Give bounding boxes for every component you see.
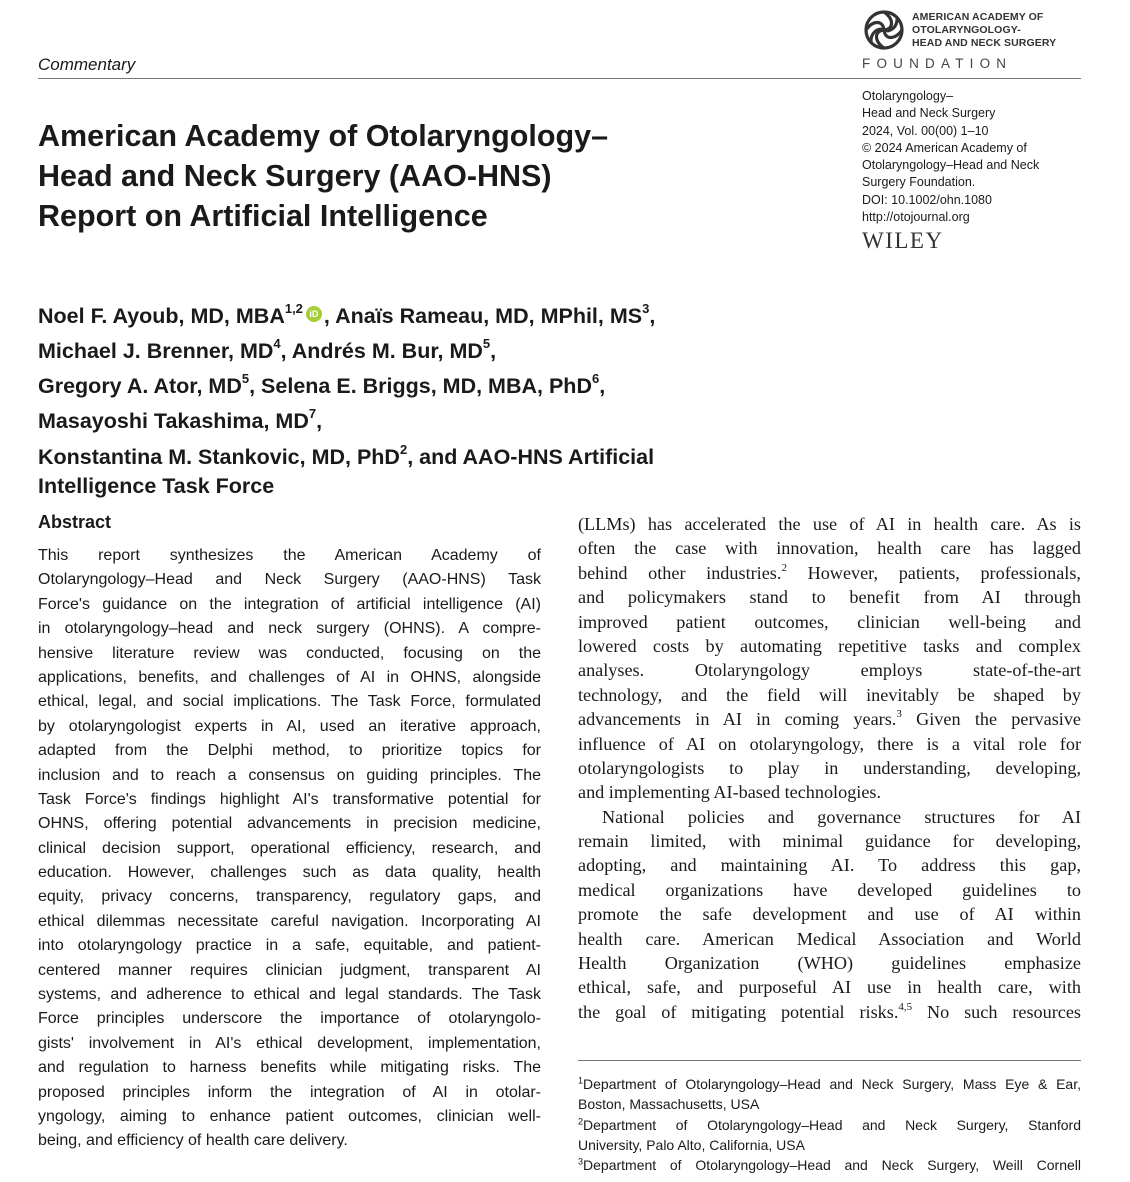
abstract-line: This report synthesizes the American Academy of	[38, 547, 541, 564]
body-line: and policymakers stand to benefit from AI through	[578, 587, 1081, 608]
abstract-line: Task Force's findings highlight AI's transformative potential for	[38, 790, 541, 808]
author-separator: ,	[599, 374, 606, 399]
title-line: Head and Neck Surgery (AAO-HNS)	[38, 159, 552, 193]
abstract-line: into otolaryngology practice in a safe, equitable, and patient-	[38, 937, 541, 955]
body-line: improved patient outcomes, clinician well-being and	[578, 611, 1081, 632]
body-line	[578, 1000, 1081, 1024]
foundation-wordmark: FOUNDATION	[862, 56, 1013, 71]
abstract-line: Force's guidance on the integration of artificial intelligence (AI)	[38, 595, 541, 613]
author-separator: ,	[490, 339, 497, 364]
abstract-line: ethical dilemmas necessitate careful navigation. Incorporating AI	[38, 912, 541, 930]
body-text-span: advancements in AI in coming years.	[578, 709, 897, 730]
body-line: technology, and the field will inevitably be shaped by	[578, 684, 1081, 705]
affiliation-sup: 2	[399, 441, 408, 457]
author-line	[38, 296, 778, 331]
author-name: , Anaïs Rameau, MD, MPhil, MS	[323, 304, 643, 329]
body-text	[578, 512, 1081, 1024]
title-line: American Academy of Otolaryngology–	[38, 119, 609, 153]
journal-info	[862, 88, 1077, 226]
affiliation-line: Boston, Massachusetts, USA	[578, 1096, 760, 1113]
affiliation-sup: 5	[482, 336, 491, 352]
author-name: Masayoshi Takashima, MD	[38, 409, 309, 434]
abstract-line: systems, and adherence to ethical and legal standards. The Task	[38, 986, 541, 1004]
body-line: promote the safe development and use of AI within	[578, 904, 1081, 925]
abstract-line: by otolaryngologist experts in AI, used an iterative approach,	[38, 717, 541, 735]
affiliation-sup: 1,2	[284, 301, 303, 316]
abstract-line: equity, privacy concerns, transparency, regulatory gaps, and	[38, 888, 541, 906]
author-name: Michael J. Brenner, MD	[38, 339, 274, 364]
citation-sup[interactable]: 3	[896, 708, 902, 721]
title-line: Report on Artificial Intelligence	[38, 199, 488, 233]
author-line	[38, 366, 778, 401]
affiliation-sup: 3	[642, 301, 650, 316]
body-line: (LLMs) has accelerated the use of AI in health care. As is	[578, 514, 1081, 534]
author-name: Konstantina M. Stankovic, MD, PhD	[38, 444, 400, 469]
abstract-line: in otolaryngology–head and neck surgery (OHNS). A compre-	[38, 620, 541, 638]
abstract-line: ethical, legal, and social implications. The Task Force, formulated	[38, 693, 541, 711]
affiliations	[578, 1074, 1081, 1175]
body-line	[578, 561, 1081, 585]
author-name: , and AAO-HNS Artificial	[407, 444, 655, 469]
journal-info-line: © 2024 American Academy of	[862, 140, 1027, 155]
abstract-line: proposed principles inform the integration of AI in otolar-	[38, 1083, 541, 1101]
author-name: Noel F. Ayoub, MD, MBA	[38, 304, 285, 329]
citation-sup[interactable]: 2	[781, 561, 787, 574]
abstract-line: centered manner requires clinician judgment, transparent AI	[38, 961, 541, 979]
affiliation-sup: 6	[591, 371, 600, 387]
foundation-logo-icon	[862, 9, 906, 51]
abstract-line: adapted from the Delphi method, to prioritize topics for	[38, 742, 541, 760]
body-line: often the case with innovation, health care has lagged	[578, 538, 1081, 559]
body-line: analyses. Otolaryngology employs state-of-the-art	[578, 660, 1081, 681]
author-name: Gregory A. Ator, MD	[38, 374, 242, 399]
body-line: otolaryngologists to play in understanding, developing,	[578, 757, 1081, 778]
body-line: remain limited, with minimal guidance for developing,	[578, 831, 1081, 852]
foundation-logo-text	[912, 11, 1056, 50]
affiliation-number: 2	[578, 1115, 584, 1126]
abstract-line: OHNS, offering potential advancements in precision medicine,	[38, 815, 541, 833]
affiliation-sup: 7	[308, 406, 317, 422]
author-line	[38, 437, 778, 472]
abstract-line: education. However, challenges such as data quality, health	[38, 864, 541, 882]
abstract-text	[38, 544, 541, 1154]
affiliation-sup: 5	[241, 371, 250, 387]
affiliation-line: University, Palo Alto, California, USA	[578, 1136, 805, 1153]
body-line: lowered costs by automating repetitive tasks and complex	[578, 635, 1081, 656]
author-separator: ,	[316, 409, 323, 434]
abstract-line: Otolaryngology–Head and Neck Surgery (AAO-HNS) Task	[38, 571, 541, 589]
journal-info-line: Surgery Foundation.	[862, 175, 976, 190]
affiliation-number: 1	[578, 1075, 584, 1086]
abstract-line: yngology, aiming to enhance patient outcomes, clinician well-	[38, 1107, 541, 1125]
publisher-logo: WILEY	[862, 228, 944, 253]
body-text-span: the goal of mitigating potential risks.	[578, 1001, 899, 1022]
affiliation-line	[578, 1115, 1081, 1135]
header-rule	[38, 78, 1081, 79]
journal-url[interactable]: http://otojournal.org	[862, 210, 970, 225]
logo-line: OTOLARYNGOLOGY-	[912, 24, 1021, 36]
footnote-rule	[578, 1060, 1081, 1061]
body-line: National policies and governance structures for AI	[602, 806, 1081, 827]
affiliation-line	[578, 1074, 1081, 1094]
body-line: health care. American Medical Association and World	[578, 928, 1081, 949]
section-label: Commentary	[38, 55, 136, 74]
body-line	[578, 707, 1081, 731]
journal-info-line: Otolaryngology–Head and Neck	[862, 158, 1040, 173]
author-line	[38, 331, 778, 366]
body-line: adopting, and maintaining AI. To address this gap,	[578, 855, 1081, 876]
abstract-line: Force principles underscore the importance of otolaryngolo-	[38, 1010, 541, 1028]
author-line: Intelligence Task Force	[38, 473, 275, 498]
author-list	[38, 296, 778, 501]
affiliation-sup: 4	[273, 336, 281, 352]
abstract-line: clinical decision support, operational efficiency, research, and	[38, 839, 541, 857]
journal-info-line: Head and Neck Surgery	[862, 106, 996, 121]
abstract-line: and regulation to harness benefits while mitigating risks. The	[38, 1059, 541, 1077]
abstract-heading: Abstract	[38, 512, 112, 532]
orcid-icon[interactable]: iD	[306, 306, 322, 322]
logo-line: AMERICAN ACADEMY OF	[912, 11, 1044, 23]
journal-info-line: 2024, Vol. 00(00) 1–10	[862, 123, 989, 138]
body-text-span: behind other industries.	[578, 562, 782, 583]
body-line: influence of AI on otolaryngology, there is a vital role for	[578, 733, 1081, 754]
journal-info-line: Otolaryngology–	[862, 89, 954, 103]
abstract-line: gists' involvement in AI's ethical development, implementation,	[38, 1034, 541, 1052]
body-line: medical organizations have developed guidelines to	[578, 879, 1081, 900]
body-text-span: Given the pervasive	[901, 709, 1081, 730]
journal-doi[interactable]: DOI: 10.1002/ohn.1080	[862, 192, 992, 207]
abstract-line: inclusion and to reach a consensus on guiding principles. The	[38, 766, 541, 784]
affiliation-number: 3	[578, 1156, 584, 1167]
affiliation-text: Department of Otolaryngology–Head and Neck Surgery, Mass Eye & Ear,	[583, 1076, 1081, 1092]
abstract-line: being, and efficiency of health care delivery.	[38, 1132, 348, 1150]
author-name: , Andrés M. Bur, MD	[280, 339, 483, 364]
body-text-span: No such resources	[912, 1001, 1081, 1022]
body-line: and implementing AI-based technologies.	[578, 782, 882, 803]
citation-sup[interactable]: 4,5	[898, 1000, 913, 1013]
affiliation-text: Department of Otolaryngology–Head and Neck Surgery, Stanford	[583, 1116, 1081, 1133]
affiliation-text: Department of Otolaryngology–Head and Neck Surgery, Weill Cornell	[583, 1157, 1081, 1174]
abstract-line: applications, benefits, and challenges of AI in OHNS, alongside	[38, 668, 541, 686]
logo-line: HEAD AND NECK SURGERY	[912, 37, 1057, 49]
author-name: , Selena E. Briggs, MD, MBA, PhD	[249, 374, 592, 399]
article-title	[38, 116, 798, 236]
body-text-span: However, patients, professionals,	[786, 562, 1081, 583]
author-separator: ,	[649, 304, 656, 329]
author-line	[38, 401, 778, 436]
body-line: Health Organization (WHO) guidelines emphasize	[578, 953, 1081, 974]
affiliation-line	[578, 1155, 1081, 1175]
body-line: ethical, safe, and purposeful AI use in health care, with	[578, 977, 1081, 998]
abstract-line: hensive literature review was conducted, focusing on the	[38, 644, 541, 662]
